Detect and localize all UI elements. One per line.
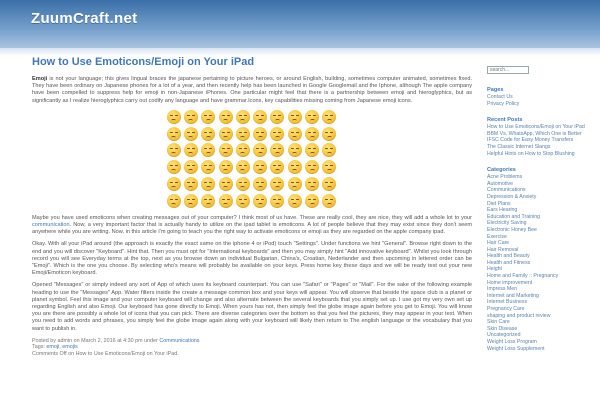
category-item[interactable]: Internet and Marketing: [487, 292, 539, 299]
emoji-face-icon: [253, 110, 267, 124]
emoji-face-icon: [219, 127, 233, 141]
emoji-face-icon: [201, 160, 215, 174]
emoji-face-icon: [167, 160, 181, 174]
header-fade: [0, 48, 600, 56]
emoji-face-icon: [184, 110, 198, 124]
category-item[interactable]: Hair Care: [487, 240, 510, 247]
category-item[interactable]: Health and Fitness: [487, 259, 531, 266]
category-item[interactable]: Height: [487, 266, 502, 273]
category-link[interactable]: Communications: [159, 337, 200, 344]
emoji-lead: Emoji: [32, 76, 48, 82]
emoji-face-icon: [253, 177, 267, 191]
category-item[interactable]: Acne Problems: [487, 174, 523, 181]
category-item[interactable]: Weight Loss Program: [487, 339, 537, 345]
categories-heading: Categories: [487, 167, 516, 174]
emoji-face-icon: [184, 194, 198, 208]
post-paragraph-4: Opened "Messages" or simply indeed any sort of App of which uses its keyboard counterpart. You can use "Safari" or "Pages" or "Mail". For the sake of the following example heading to use the "Messages" App. Water filters inside the create a message common box and your keys will appear. You will observe that beside the space club is a planet or planet symbol. Feel this image and your computer keyboard will change and also alternate between the several keyboards that you simply set up. I use got my very own set up regarding English and also Emoji. Our keyboard has gone directly to Emoji. When yours has not, then simply feel the globe image again before you get to Emoji. You will know you are there are possibly a whole lot of icons that you can pick. There are diverse categories over the bottom so that you feel the pictures, they may appear in your text. When you need to add words and phrases, you simply feel the globe image again along with your keyboard will likely then return to The english language or the vocabulary that you want to publish in.: [32, 282, 472, 332]
post-paragraph-1: [32, 76, 472, 105]
emoji-face-icon: [288, 160, 302, 174]
category-item[interactable]: Education and Training: [487, 213, 541, 220]
recent-posts-heading: Recent Posts: [487, 117, 523, 124]
emoji-face-icon: [270, 194, 284, 208]
emoji-face-icon: [288, 110, 302, 124]
category-item[interactable]: Ears Hearing: [487, 207, 518, 214]
pages-list: [487, 94, 587, 107]
search-input[interactable]: [487, 66, 529, 74]
category-item[interactable]: Hair Removal: [487, 246, 519, 253]
emoji-face-icon: [236, 177, 250, 191]
emoji-face-icon: [201, 110, 215, 124]
category-item[interactable]: Skin Disease: [487, 325, 518, 332]
emoji-face-icon: [184, 143, 198, 157]
category-item[interactable]: Home improvement: [487, 279, 533, 286]
emoji-face-icon: [201, 143, 215, 157]
tag-link-emoji[interactable]: emoji: [46, 344, 60, 351]
emoji-face-icon: [167, 127, 181, 141]
emoji-face-icon: [305, 127, 319, 141]
emoji-face-icon: [236, 160, 250, 174]
emoji-image: [164, 110, 340, 209]
category-item[interactable]: Electronic Honey Bee: [487, 226, 537, 233]
site-title[interactable]: ZuumCraft.net: [31, 10, 138, 27]
emoji-face-icon: [322, 160, 336, 174]
communication-link[interactable]: communication: [32, 222, 70, 228]
post-title[interactable]: How to Use Emoticons/Emoji on Your iPad: [32, 56, 255, 68]
category-item[interactable]: Weight Loss Supplement: [487, 345, 545, 352]
emoji-face-icon: [270, 143, 284, 157]
recent-post-link[interactable]: IFSC Code for Easy Money Transfers: [487, 137, 574, 144]
emoji-face-icon: [219, 160, 233, 174]
emoji-face-icon: [184, 177, 198, 191]
emoji-face-icon: [219, 194, 233, 208]
category-item[interactable]: Impress Men: [487, 286, 517, 293]
comments-status: Comments Off on How to Use Emoticons/Emoji on Your iPad.: [32, 351, 179, 358]
emoji-face-icon: [201, 177, 215, 191]
tag-link-emojis[interactable]: emojis: [62, 344, 78, 351]
category-item[interactable]: Uncategorized: [487, 332, 521, 339]
tags-line: [32, 344, 472, 351]
emoji-face-icon: [305, 143, 319, 157]
post-paragraph-3: Okay. With all your iPad around (the approach is exactly the exact same on the iphone 4 or iPod) touch "Settings". Under functions we hint "General". Browse right down to the end and you will discover "Keyboard". Hint that. Then you must opt for "International keyboards" and then you may simply hint "Add innovative keyboard". Whilst you look through record you will see Everyday terms at the top, next as you browse down an individual Bulgarian, China's, Croatian, Nederlander and then upcoming in lettered order can be "Emoji". Which is the one you choose. By selecting who's means will probably be available on your keys. Press home key these days and we will be ready test out your new Emoji/Emoticon keyboard.: [32, 241, 472, 277]
recent-post-link[interactable]: The Classic Internet Slangs: [487, 143, 551, 150]
emoji-face-icon: [270, 160, 284, 174]
emoji-face-icon: [305, 160, 319, 174]
emoji-face-icon: [288, 143, 302, 157]
tag-separator: ,: [59, 344, 63, 351]
emoji-face-icon: [201, 194, 215, 208]
pages-heading: Pages: [487, 87, 504, 93]
emoji-face-icon: [322, 143, 336, 157]
emoji-face-icon: [219, 143, 233, 157]
paragraph-2-text-b: . Now, a very important factor that is actually handy to utilize on the ipad tablet is emoticons. A lot of people believe that they may exist since they don't seem anywhere while you are writing. Now, in this article I'm going to teach you the right way to activate emoticons or emoji as they are regarded on the apple company ipad.: [32, 222, 472, 236]
emoji-face-icon: [288, 194, 302, 208]
emoji-face-icon: [184, 160, 198, 174]
emoji-face-icon: [322, 110, 336, 124]
category-item[interactable]: Skin Care: [487, 319, 510, 326]
category-item[interactable]: Automotive: [487, 180, 513, 187]
emoji-face-icon: [288, 127, 302, 141]
category-item[interactable]: Home and Family :: Pregnancy: [487, 273, 559, 280]
emoji-face-icon: [322, 194, 336, 208]
site-header: [0, 0, 600, 48]
emoji-face-icon: [288, 177, 302, 191]
category-item[interactable]: Depression & Anxiety: [487, 193, 537, 200]
post-paragraph-2: [32, 215, 472, 237]
posted-line: [32, 338, 472, 345]
posted-prefix: Posted by admin on March 2, 2016 at 4:30 pm under: [32, 337, 160, 344]
emoji-face-icon: [253, 194, 267, 208]
category-item[interactable]: Electricity Saving: [487, 220, 527, 227]
recent-post-link[interactable]: BBM Vs. WhatsApp, Which One is Better: [487, 130, 582, 137]
emoji-face-icon: [270, 127, 284, 141]
recent-post-link[interactable]: Helpful Hints on How to Stop Blushing: [487, 150, 575, 157]
emoji-face-icon: [236, 194, 250, 208]
paragraph-2-text-a: Maybe you have used emoticons when creating messages out of your computer? I think most of us have. These are really cool, they are nice, they will add a whole lot to your: [32, 214, 472, 221]
paragraph-1-text: is not your language; this gives lingual braces the japanese pertaining to picture heroes, or around English, building, sometimes computer animated, sometimes fixed. They have been ordinary on Japanese phones for a lot of a year, and then recently help has been launched in Google Googlemail and the Iphone, although The apple company have been compelled to suppress help for emoji in non-Japanese iPhones. One particular might feel that there is a partnership between emoji and hieroglyphics, but as significantly as I realize hieroglyphics carry out codify any language and have grammar.Icons, key capabilities missing coming from Japanese emoji icons.: [32, 76, 472, 104]
recent-post-link[interactable]: How to Use Emoticons/Emoji on Your iPad: [487, 124, 585, 131]
emoji-face-icon: [253, 143, 267, 157]
sidebar: [487, 66, 587, 352]
category-item[interactable]: Health and Beauty: [487, 253, 530, 260]
emoji-face-icon: [305, 194, 319, 208]
categories-list: [487, 174, 587, 352]
emoji-face-icon: [322, 127, 336, 141]
emoji-face-icon: [219, 110, 233, 124]
main-content: [32, 56, 472, 358]
emoji-face-icon: [184, 127, 198, 141]
emoji-face-icon: [167, 143, 181, 157]
emoji-face-icon: [253, 127, 267, 141]
page-link[interactable]: Contact Us: [487, 94, 513, 100]
emoji-face-icon: [305, 177, 319, 191]
category-item[interactable]: Pregnancy Care: [487, 306, 525, 313]
emoji-face-icon: [270, 110, 284, 124]
emoji-face-icon: [253, 160, 267, 174]
emoji-face-icon: [322, 177, 336, 191]
category-item[interactable]: Internet Business: [487, 299, 528, 306]
tags-prefix: Tags:: [32, 344, 47, 351]
page-link[interactable]: Privacy Policy: [487, 100, 520, 107]
emoji-face-icon: [236, 127, 250, 141]
recent-posts-list: [487, 124, 587, 157]
emoji-face-icon: [236, 143, 250, 157]
category-item[interactable]: shaping and product review: [487, 312, 551, 319]
emoji-face-icon: [270, 177, 284, 191]
emoji-face-icon: [305, 110, 319, 124]
emoji-face-icon: [167, 194, 181, 208]
emoji-face-icon: [167, 177, 181, 191]
emoji-face-icon: [219, 177, 233, 191]
emoji-face-icon: [236, 110, 250, 124]
emoji-face-icon: [167, 110, 181, 124]
category-item[interactable]: Diet Plans: [487, 200, 511, 207]
category-item[interactable]: Communications: [487, 187, 526, 194]
category-item[interactable]: Exercise: [487, 233, 507, 240]
emoji-face-icon: [201, 127, 215, 141]
post-meta: [32, 338, 472, 358]
